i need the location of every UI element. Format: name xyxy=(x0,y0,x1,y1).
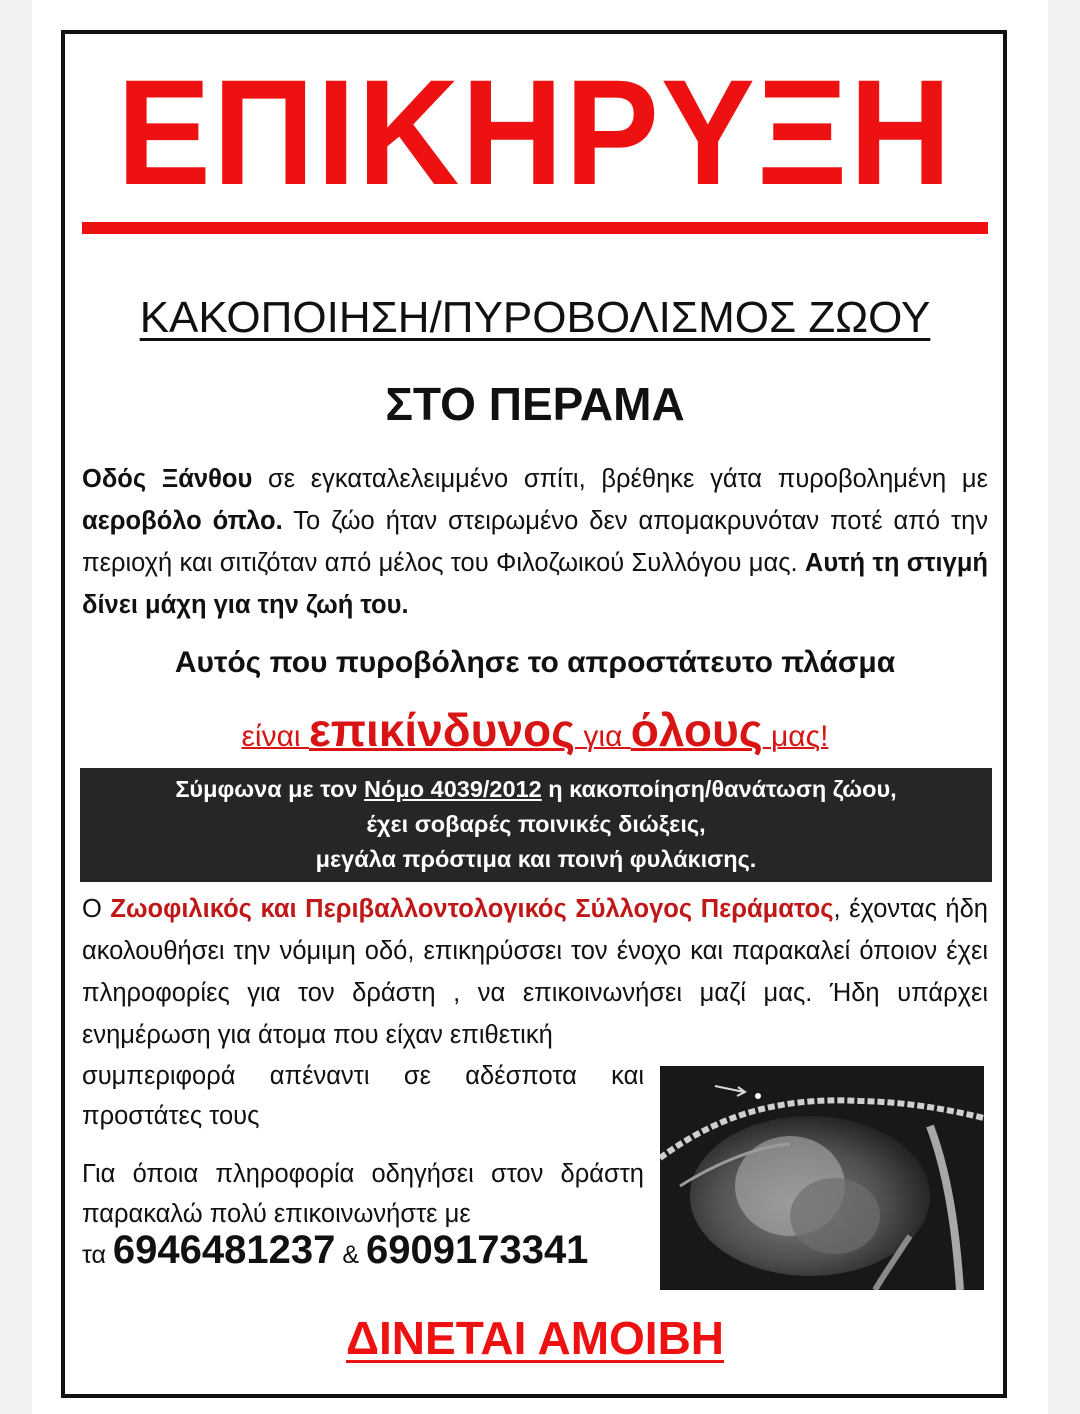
xray-illustration xyxy=(660,1066,984,1290)
poster-headline: ΕΠΙΚΗΡΥΞΗ xyxy=(116,48,954,216)
law-prefix: Σύμφωνα με τον xyxy=(175,776,365,802)
association-paragraph xyxy=(82,888,988,1056)
phones-amp: & xyxy=(335,1241,366,1269)
warning-word-everyone: όλους xyxy=(630,704,763,756)
law-line-1 xyxy=(80,772,992,807)
warning-word-5: μας! xyxy=(762,720,829,753)
law-number: Νόμο 4039/2012 xyxy=(364,776,542,802)
assoc-prefix: Ο xyxy=(82,895,111,923)
street-name: Οδός Ξάνθου xyxy=(82,465,253,493)
phone-1[interactable]: 6946481237 xyxy=(112,1228,336,1272)
subheading-text: ΚΑΚΟΠΟΙΗΣΗ/ΠΥΡΟΒΟΛΙΣΜΟΣ ΖΩΟΥ xyxy=(139,293,931,342)
para-text-b: Το ζώο ήταν στειρωμένο δεν απομακρυνόταν ποτέ από την περιοχή και σιτιζόταν από μέλος του Φιλοζωικού Συλλόγου μας. xyxy=(82,507,989,577)
warning-line-2 xyxy=(82,700,988,767)
association-cont: συμπεριφορά απέναντι σε αδέσποτα και προστάτες τους xyxy=(82,1062,644,1130)
headline-rule xyxy=(82,222,988,234)
law-notice-box xyxy=(80,768,992,882)
contact-text: Για όποια πληροφορία οδηγήσει στον δράστη παρακαλώ πολύ επικοινωνήστε με xyxy=(82,1160,644,1228)
contact-column xyxy=(82,1056,644,1234)
poster-location: ΣΤΟ ΠΕΡΑΜΑ xyxy=(385,378,685,430)
warning-word-1: είναι xyxy=(241,720,309,753)
phone-2[interactable]: 6909173341 xyxy=(365,1228,589,1272)
poster-subheading xyxy=(82,290,988,346)
warning-word-dangerous: επικίνδυνος xyxy=(308,704,576,756)
warning-word-3: για xyxy=(575,720,631,753)
law-suffix: η κακοποίηση/θανάτωση ζώου, xyxy=(541,776,897,802)
law-line-3: μεγάλα πρόστιμα και ποινή φυλάκισης. xyxy=(315,846,757,872)
reward-label: ΔΙΝΕΤΑΙ ΑΜΟΙΒΗ xyxy=(345,1312,725,1364)
xray-image xyxy=(660,1066,984,1290)
warning-line-1: Αυτός που πυροβόλησε το απροστάτευτο πλάσμα xyxy=(174,646,896,679)
status-text: Αυτή τη στιγμή δίνει μάχη για την ζωή του. xyxy=(82,549,989,619)
reward-text xyxy=(82,1310,988,1366)
phone-numbers xyxy=(82,1228,652,1273)
para-text-a: σε εγκαταλελειμμένο σπίτι, βρέθηκε γάτα πυροβολημένη με xyxy=(252,465,988,493)
incident-paragraph xyxy=(82,458,988,626)
phones-prefix: τα xyxy=(82,1241,113,1269)
law-line-2: έχει σοβαρές ποινικές διώξεις, xyxy=(366,811,706,837)
weapon-text: αεροβόλο όπλο. xyxy=(82,507,283,535)
assoc-text: , έχοντας ήδη ακολουθήσει την νόμιμη οδό, επικηρύσσει τον ένοχο και παρακαλεί όποιον έχει πληροφορίες για τον δράστη , να επικοινωνήσει μαζί μας. Ήδη υπάρχει ενημέρωση για άτομα που είχαν επιθετική xyxy=(82,895,988,1049)
association-name: Ζωοφιλικός και Περιβαλλοντολογικός Σύλλογος Περάματος xyxy=(110,895,834,923)
